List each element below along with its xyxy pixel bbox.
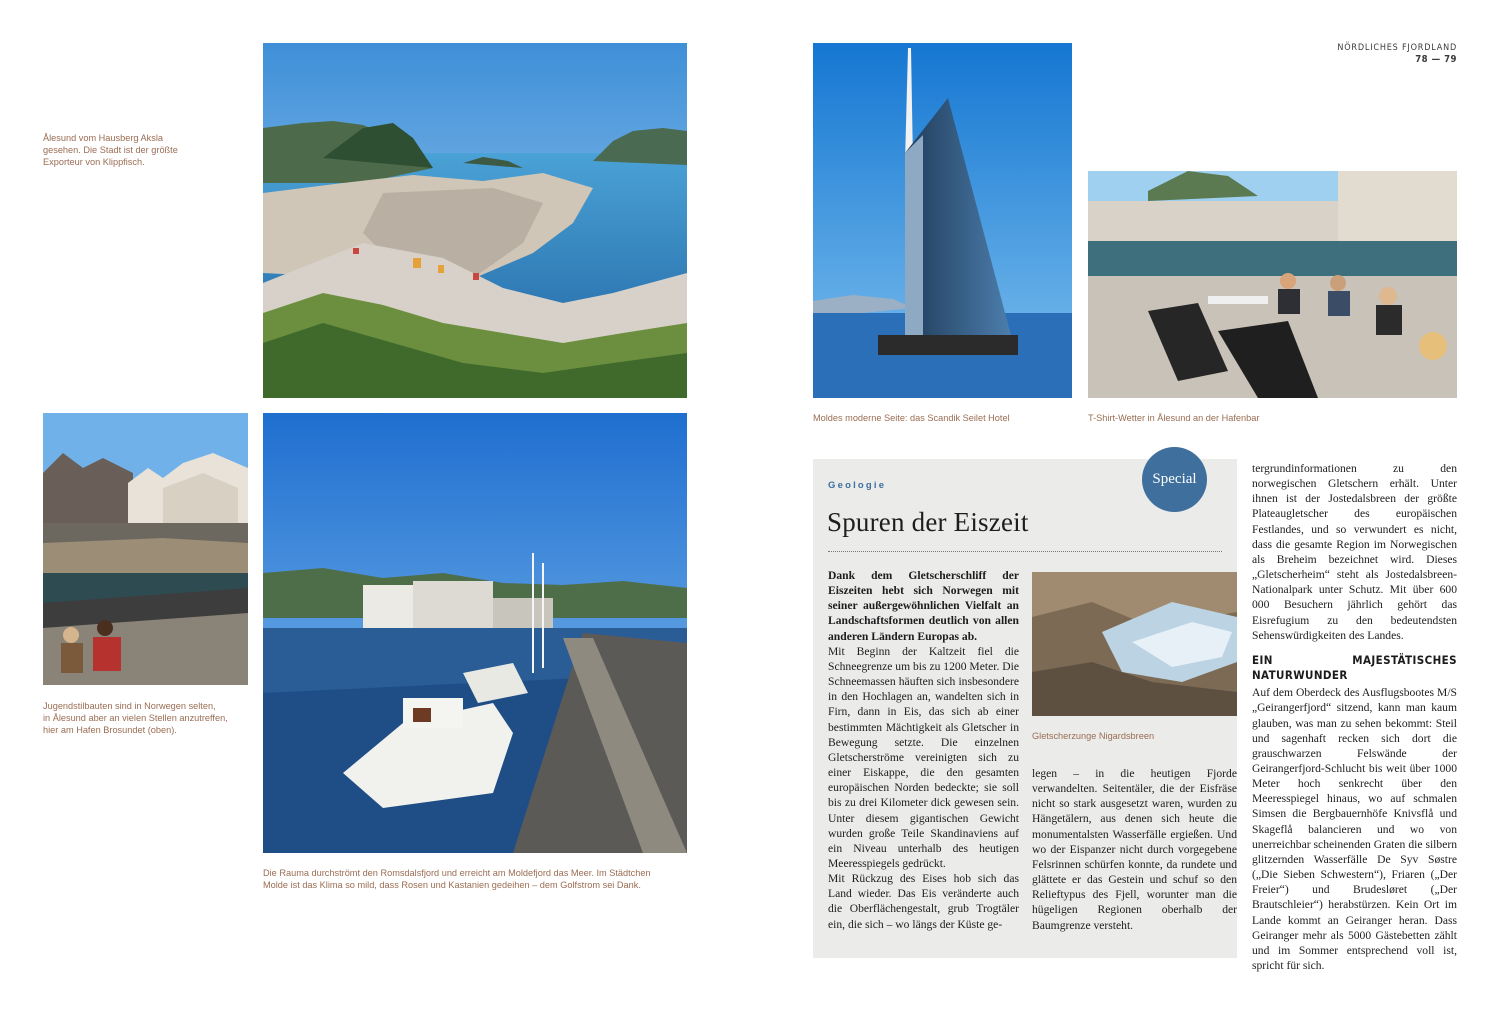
section-title: NÖRDLICHES FJORDLAND [1337, 43, 1457, 53]
caption-rauma: Die Rauma durchströmt den Romsdalsfjord und erreicht am Moldefjord das Meer. Im Städtchen Molde ist das Klima so mild, dass Rosen und Kastanien gedeihen – dem Golfstrom sei Dank. [263, 868, 651, 890]
special-column-1 [828, 568, 1019, 932]
right-subhead: EIN MAJESTÄTISCHES NATURWUNDER [1252, 652, 1457, 683]
photo-alesund-panorama [263, 43, 687, 398]
special-headline: Spuren der Eiszeit [827, 507, 1029, 537]
photo-hafenbar [1088, 171, 1457, 398]
special-lead: Dank dem Gletscherschliff der Eiszeiten hebt sich Norwegen mit seiner außergewöhnlichen Vielfalt an Landschaftsformen deutlich von allen anderen Ländern Europas ab. [828, 569, 1019, 643]
photo-jugendstil-brosundet [43, 413, 248, 685]
special-col1-paragraph-1: Mit Beginn der Kaltzeit fiel die Schneegrenze um bis zu 1200 Meter. Die Schneemassen häuften sich insbesondere in den Hochlagen an, wandelten sich in Firn, dann in Eis, das sich ab einer bestimmten Mächtigkeit als Gletscher in Bewegung setzte. Die einzelnen Gletscherströme vereinigten sich zu einer Eiskappe, die den gesamten europäischen Norden bedeckte; sie soll bis zu drei Kilometer dick gewesen sein. Unter diesem gigantischen Gewicht wurden große Teile Skandinaviens auf ein Niveau unterhalb des heutigen Meeresspiegels gedrückt. [828, 644, 1019, 870]
caption-gletscher: Gletscherzunge Nigardsbreen [1032, 731, 1155, 741]
right-paragraph-1: tergrundinformationen zu den norwegischen Gletschern erhält. Unter ihnen ist der Jostedalsbreen der größte Plateaugletscher des europäischen Festlandes, und so verwundert es nicht, dass die gesamte Region im Norwegischen als Breheim bezeichnet wird. Dieses „Gletscherheim“ steht als Jostedalsbreen-Nationalpark unter Schutz. Mit über 600 000 Besuchern jährlich gehört das Eisrefugium zu den bedeutendsten Sehenswürdigkeiten des Landes. [1252, 462, 1457, 642]
running-head [1337, 43, 1457, 65]
photo-seilet-hotel [813, 43, 1072, 398]
headline-divider [828, 551, 1222, 552]
right-paragraph-2: Auf dem Oberdeck des Ausflugsbootes M/S „Geirangerfjord“ sitzend, kann man kaum glauben, was man zu sehen bekommt: Steil und sagenhaft recken sich dort die grauschwarzen Felswände der Geirangerfjord-Schlucht bis weit über 1000 Meter hoch senkrecht über den Meeresspiegel hinaus, wo auf schmalen Simsen die Bergbauernhöfe Knivsflå und Skageflå balancieren und wo von unerreichbar scheinenden Graten die silbern glitzernden Wasserfälle De Syv Søstre („Die Sieben Schwestern“), Friaren („Der Freier“) und Brudesløret („Der Brautschleier“) herabstürzen. Kein Ort im Lande kommt an Geiranger heran. Dass Geiranger mehr als 5000 Gästebetten zählt und im Sommer entsprechend voll ist, spricht für sich. [1252, 686, 1457, 972]
special-box-geologie [813, 459, 1237, 958]
special-badge: Special [1142, 447, 1207, 512]
right-column [1252, 461, 1457, 973]
special-kicker: Geologie [828, 480, 887, 491]
special-col2-paragraph-1: legen – in die heutigen Fjorde verwandelten. Seitentäler, die der Eisfräse nicht so stark ausgesetzt waren, wurden zu Hängetälern, aus denen sich heute die monumentalsten Wasserfälle ergießen. Und wo der Eispanzer nicht durch vorgegebene Felsrinnen schürfen konnte, da rundete und glättete er das Gestein und schuf so den Relieftypus des Fjell, worunter man die hügeligen Regionen oberhalb der Baumgrenze versteht. [1032, 767, 1237, 932]
caption-molde-hotel: Moldes moderne Seite: das Scandik Seilet Hotel [813, 413, 1010, 423]
caption-alesund-aksla: Ålesund vom Hausberg Aksla gesehen. Die Stadt ist der größte Exporteur von Klippfisch. [43, 133, 178, 167]
special-col1-paragraph-2: Mit Rückzug des Eises hob sich das Land wieder. Das Eis veränderte auch die Oberflächengestalt, grub Trogtäler ein, die sich – wo längs der Küste ge- [828, 872, 1019, 931]
caption-hafenbar: T-Shirt-Wetter in Ålesund an der Hafenbar [1088, 413, 1260, 423]
photo-molde-harbour [263, 413, 687, 853]
special-column-2 [1032, 766, 1237, 933]
caption-jugendstil: Jugendstilbauten sind in Norwegen selten, in Ålesund aber an vielen Stellen anzutreffen, hier am Hafen Brosundet (oben). [43, 701, 228, 735]
page-numbers: 78 — 79 [1415, 54, 1457, 65]
photo-nigardsbreen [1032, 572, 1237, 716]
